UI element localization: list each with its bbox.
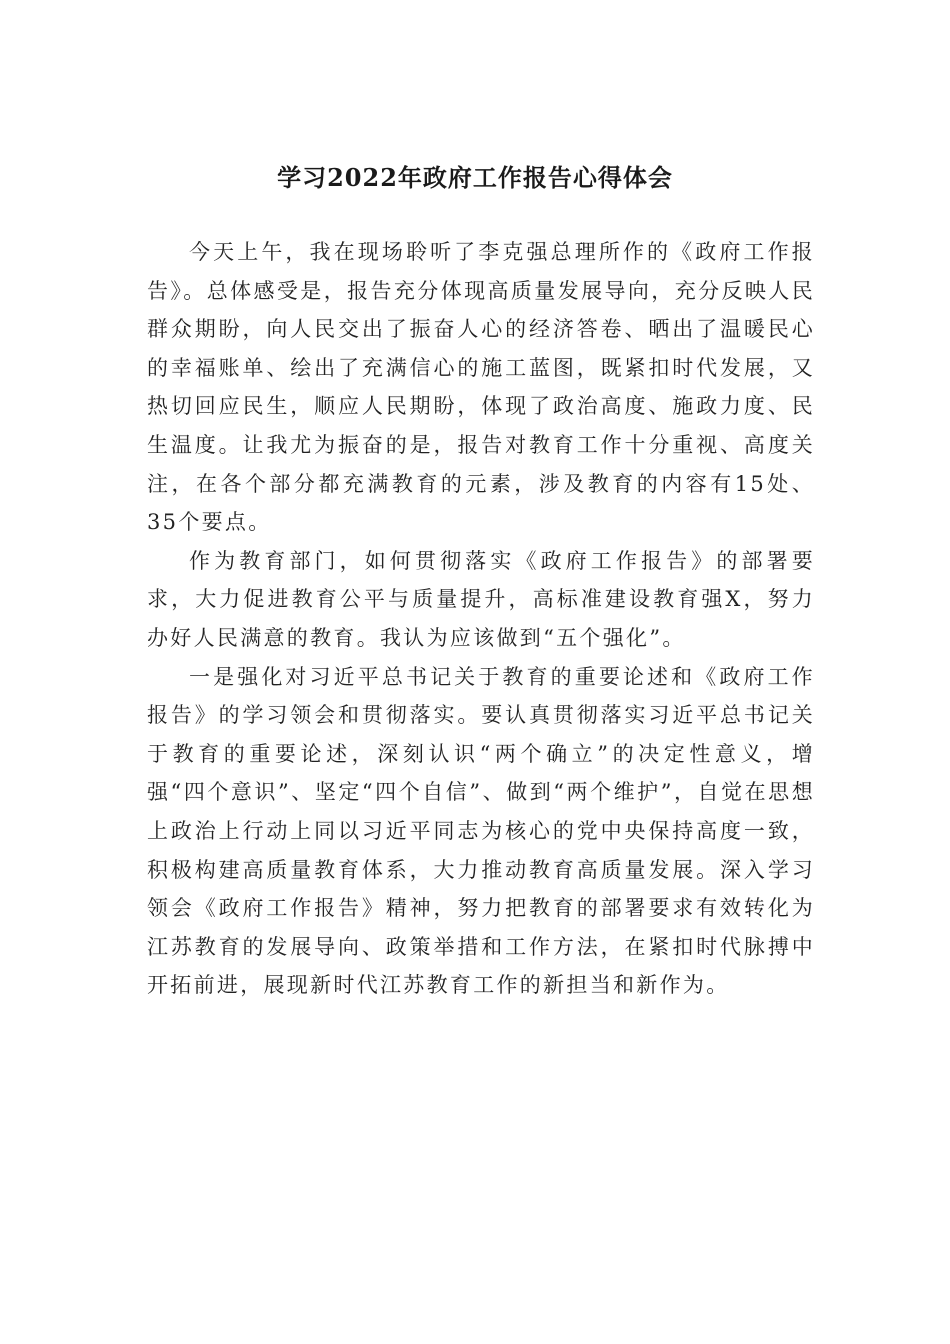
paragraph: 今天上午，我在现场聆听了李克强总理所作的《政府工作报告》。总体感受是，报告充分体现高质量发展导向，充分反映人民群众期盼，向人民交出了振奋人心的经济答卷、晒出了温暖民心的幸福账单、绘出了充满信心的施工蓝图，既紧扣时代发展，又热切回应民生，顺应人民期盼，体现了政治高度、施政力度、民生温度。让我尤为振奋的是，报告对教育工作十分重视、高度关注，在各个部分都充满教育的元素，涉及教育的内容有15处、35个要点。	[147, 240, 815, 535]
document-title: 学习2022年政府工作报告心得体会	[277, 163, 673, 192]
paragraph: 一是强化对习近平总书记关于教育的重要论述和《政府工作报告》的学习领会和贯彻落实。要认真贯彻落实习近平总书记关于教育的重要论述，深刻认识“两个确立”的决定性意义，增强“四个意识”、坚定“四个自信”、做到“两个维护”，自觉在思想上政治上行动上同以习近平同志为核心的党中央保持高度一致，积极构建高质量教育体系，大力推动教育高质量发展。深入学习领会《政府工作报告》精神，努力把教育的部署要求有效转化为江苏教育的发展导向、政策举措和工作方法，在紧扣时代脉搏中开拓前进，展现新时代江苏教育工作的新担当和新作为。	[147, 664, 815, 998]
paragraph: 作为教育部门，如何贯彻落实《政府工作报告》的部署要求，大力促进教育公平与质量提升，高标准建设教育强X，努力办好人民满意的教育。我认为应该做到“五个强化”。	[147, 548, 815, 650]
document-body	[147, 233, 815, 1005]
